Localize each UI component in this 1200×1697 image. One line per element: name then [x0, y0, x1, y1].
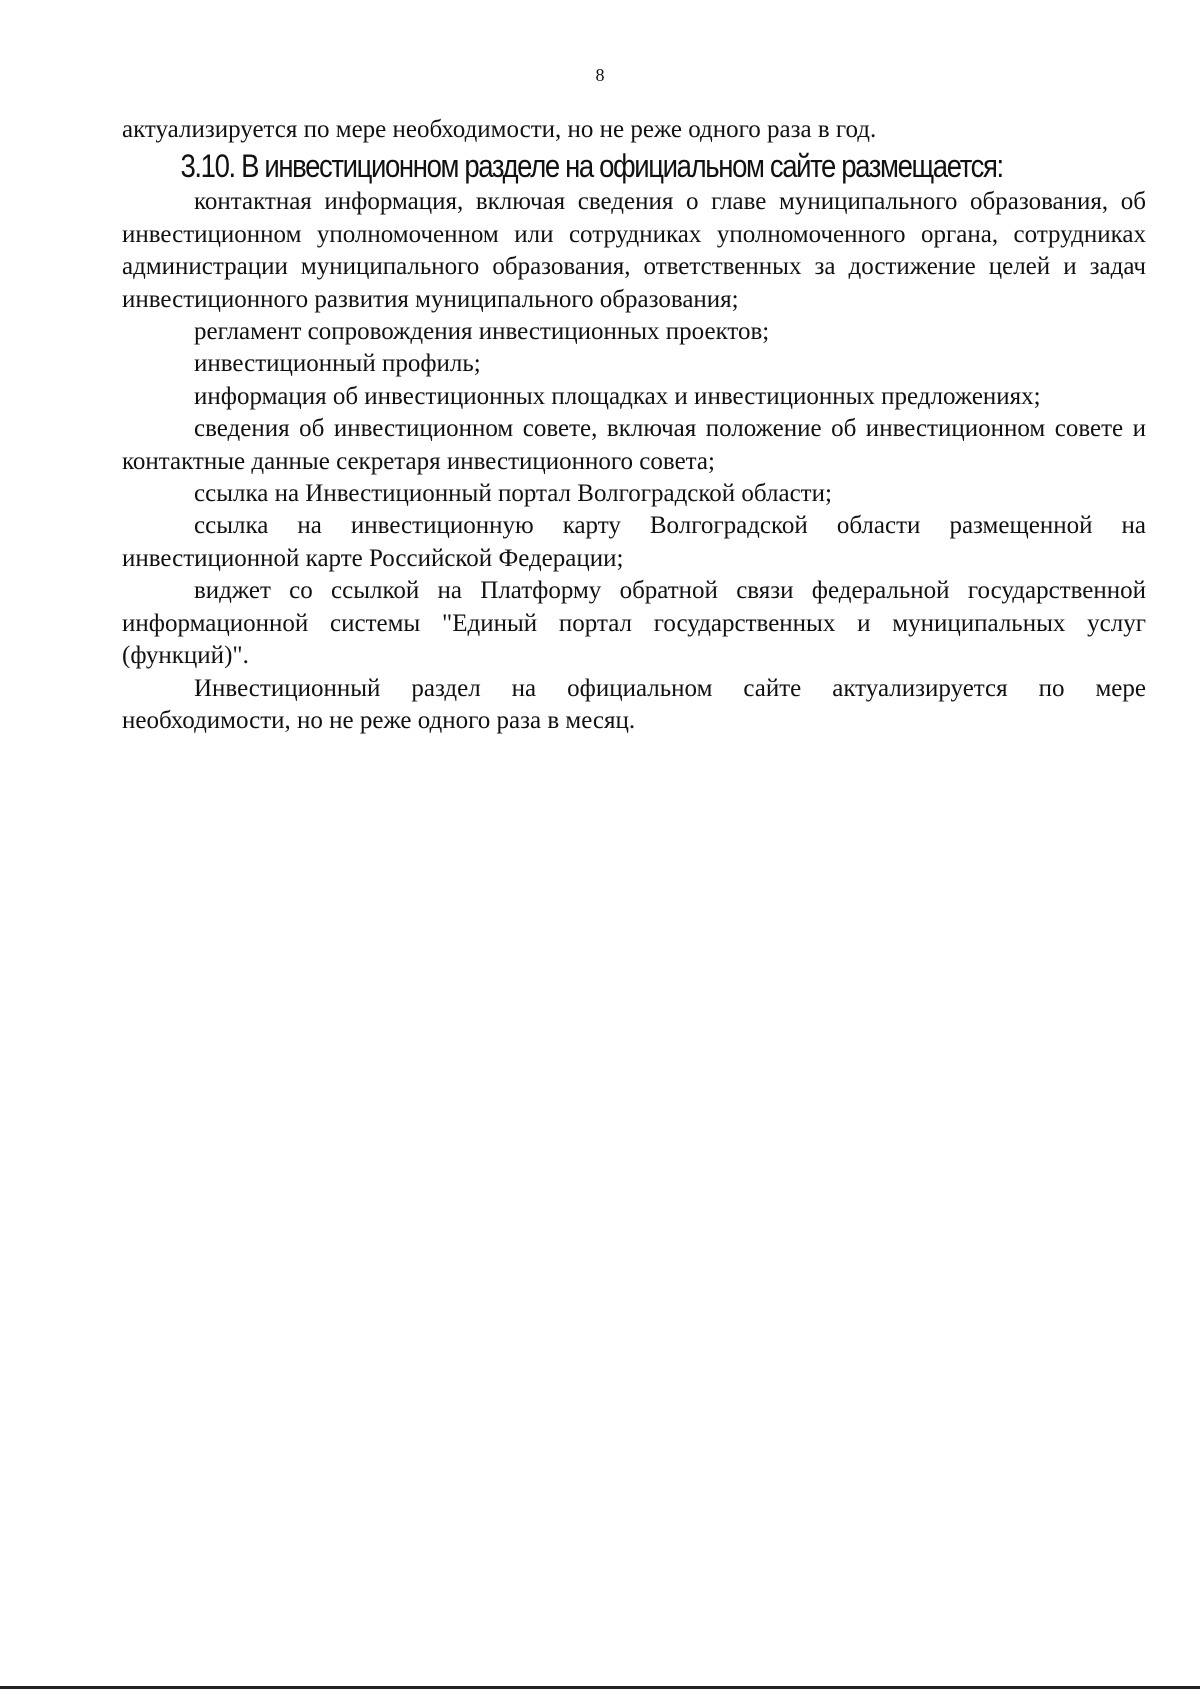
section-heading: 3.10. В инвестиционном разделе на официальном сайте размещается: [180, 148, 1003, 185]
list-item: регламент сопровождения инвестиционных проектов; [194, 318, 770, 346]
continuation-paragraph: актуализируется по мере необходимости, но не реже одного раза в год. [122, 116, 877, 143]
list-item: информация об инвестиционных площадках и инвестиционных предложениях; [194, 382, 1041, 410]
list-item: сведения об инвестиционном совете, включая положение об инвестиционном совете и контактные данные секретаря инвестиционного совета; [122, 415, 1146, 475]
list-item: виджет со ссылкой на Платформу обратной связи федеральной государственной информационной системы "Единый портал государственных и муниципальных услуг (функций)". [122, 577, 1146, 670]
page-bottom-rule [0, 1686, 1200, 1689]
document-body [122, 114, 1146, 737]
list-item: ссылка на инвестиционную карту Волгоградской области размещенной на инвестиционной карте Российской Федерации; [122, 512, 1146, 572]
list-item: ссылка на Инвестиционный портал Волгоградской области; [194, 480, 832, 508]
page-number: 8 [595, 65, 605, 85]
list-item: контактная информация, включая сведения о главе муниципального образования, об инвестиционном уполномоченном или сотрудниках уполномоченного органа, сотрудниках администрации муниципального образования, ответственных за достижение целей и задач инвестиционного развития муниципального образования; [122, 188, 1146, 313]
list-item: инвестиционный профиль; [194, 350, 481, 378]
closing-paragraph: Инвестиционный раздел на официальном сайте актуализируется по мере необходимости, но не реже одного раза в месяц. [122, 674, 1146, 734]
